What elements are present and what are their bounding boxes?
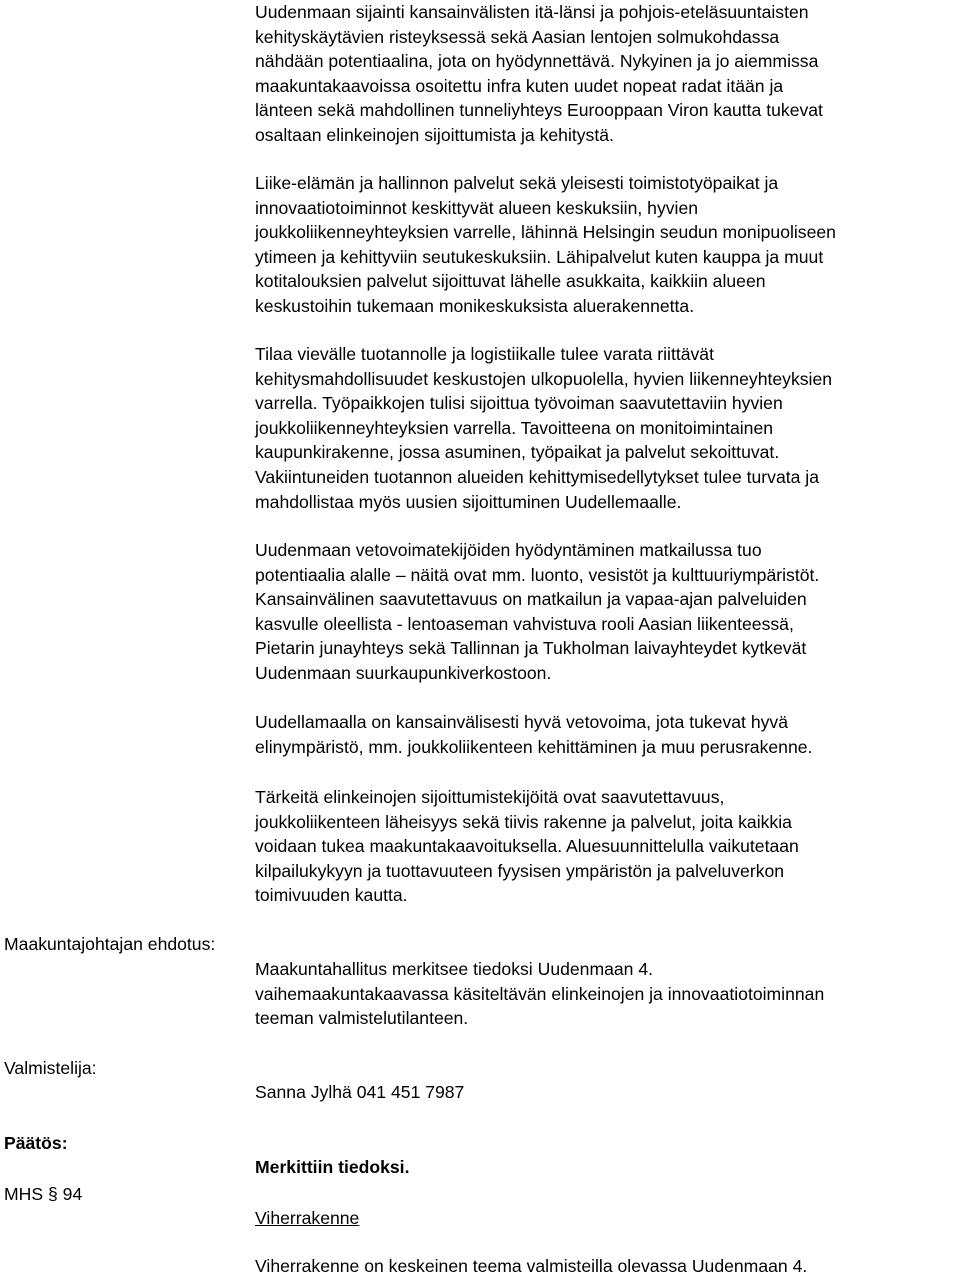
paragraph-tourism xyxy=(255,538,960,686)
decision-value: Merkittiin tiedoksi. xyxy=(255,1157,410,1177)
text-line: kasvulle oleellista - lentoaseman vahvistuva rooli Aasian liikenteessä, xyxy=(255,613,794,634)
proposal-label: Maakuntajohtajan ehdotus: xyxy=(4,934,216,954)
text-line: Uudenmaan sijainti kansainvälisten itä-länsi ja pohjois-eteläsuuntaisten xyxy=(255,2,809,22)
section-number: MHS § 94 xyxy=(4,1184,83,1204)
text-line: Liike-elämän ja hallinnon palvelut sekä yleisesti toimistotyöpaikat ja xyxy=(255,173,779,193)
paragraph-attractiveness xyxy=(255,710,960,759)
text-line: joukkoliikenneyhteyksien varrelle, lähinnä Helsingin seudun monipuoliseen xyxy=(255,222,836,243)
proposal-text xyxy=(255,957,960,1031)
text-line: kilpailukykyyn ja tuottavuuteen fyysisen ympäristön ja palveluverkon xyxy=(255,860,785,881)
text-line: teeman valmistelutilanteen. xyxy=(255,1008,469,1029)
text-line: Uudenmaan suurkaupunkiverkostoon. xyxy=(255,662,552,683)
text-line: toimivuuden kautta. xyxy=(255,885,408,906)
text-line: maakuntakaavoissa osoitettu infra kuten uudet nopeat radat itään ja xyxy=(255,75,784,96)
section-heading: Viherrakenne xyxy=(255,1208,360,1228)
text-line: joukkoliikenneyhteyksien varrella. Tavoitteena on monitoimintainen xyxy=(255,417,774,438)
text-line: ytimeen ja kehittyviin seutukeskuksiin. Lähipalvelut kuten kauppa ja muut xyxy=(255,246,824,267)
text-line: kaupunkirakenne, jossa asuminen, työpaikat ja palvelut sekoittuvat. xyxy=(255,442,780,463)
text-line: Uudellamaalla on kansainvälisesti hyvä vetovoima, jota tukevat hyvä xyxy=(255,712,788,732)
text-line: kehitysmahdollisuudet keskustojen ulkopuolella, hyvien liikenneyhteyksien xyxy=(255,368,833,389)
text-line: Kansainvälinen saavutettavuus on matkailun ja vapaa-ajan palveluiden xyxy=(255,589,807,610)
preparer-label: Valmistelija: xyxy=(4,1058,97,1078)
text-line: osaltaan elinkeinojen sijoittumista ja kehitystä. xyxy=(255,124,614,145)
text-line: länteen sekä mahdollinen tunneliyhteys Eurooppaan Viron kautta tukevat xyxy=(255,100,823,121)
text-line: vaihemaakuntakaavassa käsiteltävän elinkeinojen ja innovaatiotoiminnan xyxy=(255,983,825,1004)
text-line: Uudenmaan vetovoimatekijöiden hyödyntäminen matkailussa tuo xyxy=(255,540,762,560)
text-line: Tilaa vievälle tuotannolle ja logistiikalle tulee varata riittävät xyxy=(255,344,714,364)
text-line: Vakiintuneiden tuotannon alueiden kehittymisedellytykset tulee turvata ja xyxy=(255,466,820,487)
text-line: voidaan tukea maakuntakaavoituksella. Aluesuunnittelulla vaikutetaan xyxy=(255,836,799,857)
text-line: Tärkeitä elinkeinojen sijoittumistekijöitä ovat saavutettavuus, xyxy=(255,787,725,807)
text-line: potentiaalia alalle – näitä ovat mm. luonto, vesistöt ja kulttuuriympäristöt. xyxy=(255,564,820,585)
paragraph-services xyxy=(255,171,960,319)
text-line: mahdollistaa myös uusien sijoittuminen Uudellemaalle. xyxy=(255,491,682,512)
paragraph-production xyxy=(255,342,960,514)
paragraph-location xyxy=(255,0,960,148)
text-line: elinympäristö, mm. joukkoliikenteen kehittäminen ja muu perusrakenne. xyxy=(255,736,813,757)
decision-label: Päätös: xyxy=(4,1133,68,1153)
preparer-value: Sanna Jylhä 041 451 7987 xyxy=(255,1082,465,1102)
text-line: kotitalouksien palvelut sijoittuvat lähelle asukkaita, kaikkiin alueen xyxy=(255,271,766,292)
paragraph-location-factors xyxy=(255,785,960,908)
text-line: kehityskäytävien risteyksessä sekä Aasian lentojen solmukohdassa xyxy=(255,26,780,47)
text-line: keskustoihin tukemaan monikeskuksista aluerakennetta. xyxy=(255,295,695,316)
text-line: Maakuntahallitus merkitsee tiedoksi Uudenmaan 4. xyxy=(255,959,654,979)
text-line: joukkoliikenteen läheisyys sekä tiivis rakenne ja palvelut, joita kaikkia xyxy=(255,811,792,832)
text-line: innovaatiotoiminnot keskittyvät alueen keskuksiin, hyvien xyxy=(255,197,699,218)
section-text: Viherrakenne on keskeinen teema valmisteilla olevassa Uudenmaan 4. xyxy=(255,1256,808,1276)
text-line: varrella. Työpaikkojen tulisi sijoittua työvoiman saavutettaviin hyvien xyxy=(255,393,783,414)
text-line: nähdään potentiaalina, jota on hyödynnettävä. Nykyinen ja jo aiemmissa xyxy=(255,51,819,72)
text-line: Pietarin junayhteys sekä Tallinnan ja Tukholman laivayhteydet kytkevät xyxy=(255,638,807,659)
